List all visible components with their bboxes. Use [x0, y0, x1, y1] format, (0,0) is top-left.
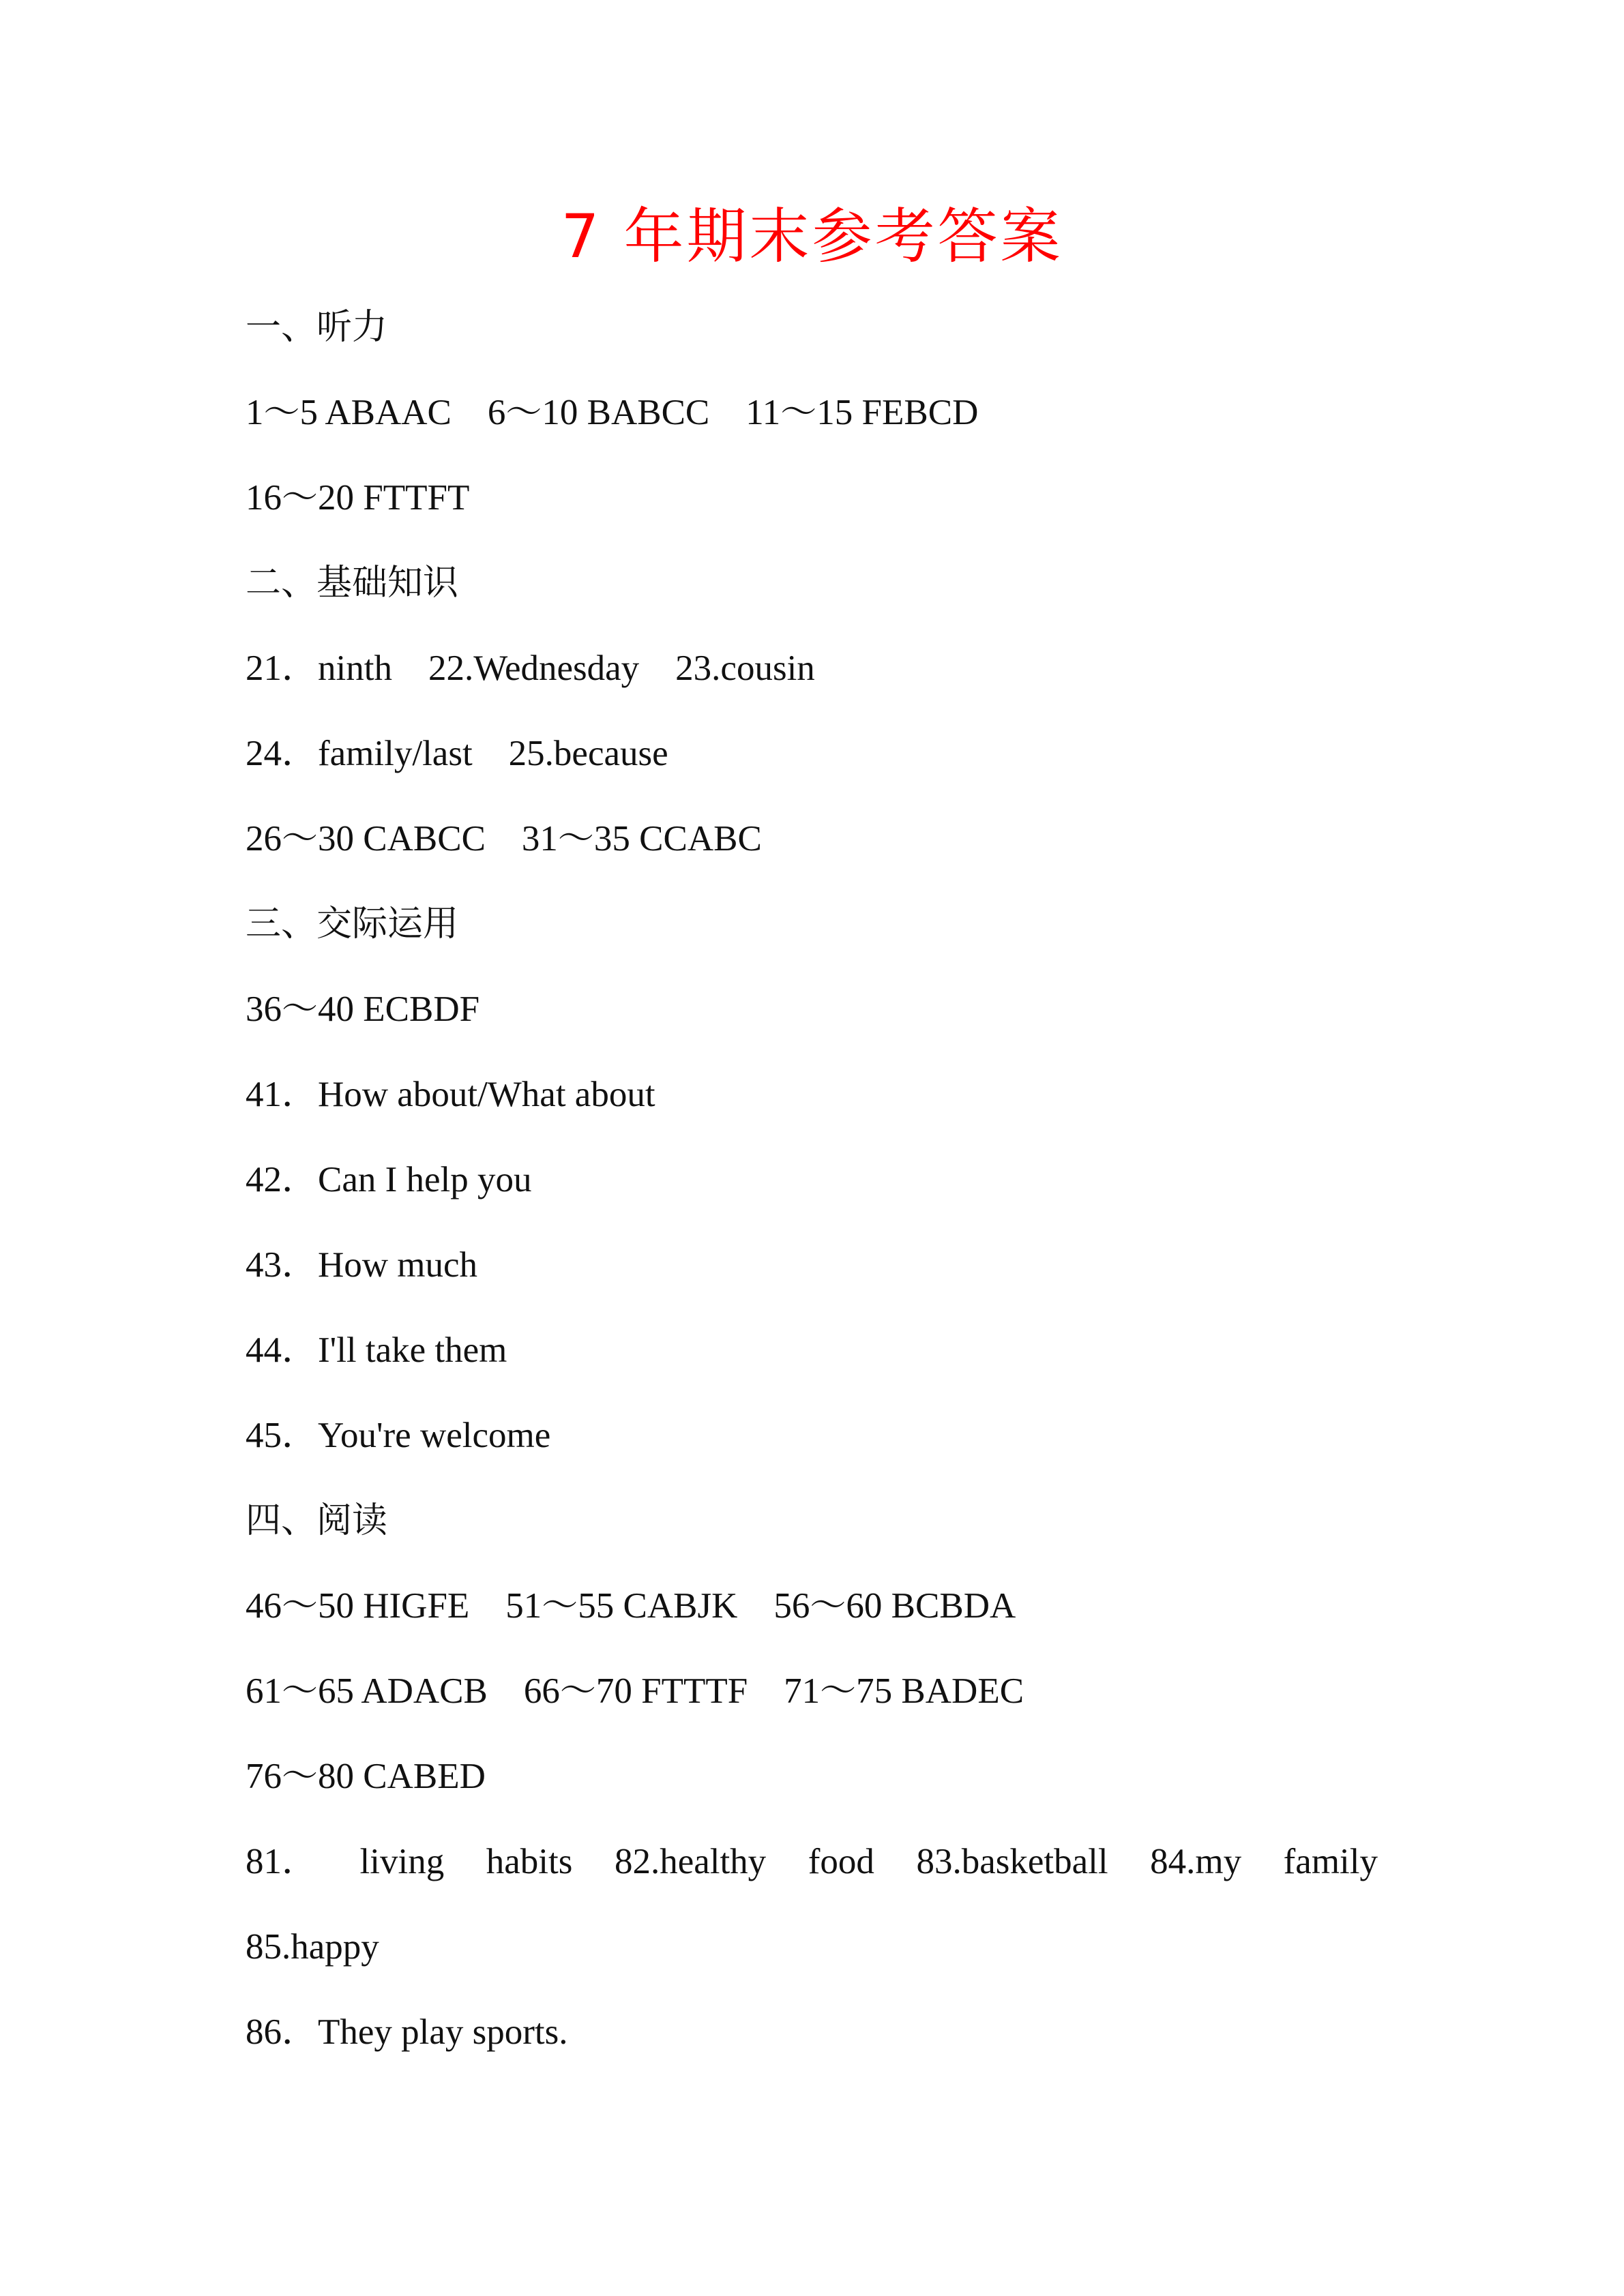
answer-line: 46～50 HIGFE 51～55 CABJK 56～60 BCBDA: [246, 1586, 1016, 1626]
answer-part: 82.healthy: [614, 1842, 767, 1881]
answer-line: [246, 1828, 1378, 1913]
answer-line: 43．How much: [246, 1245, 478, 1285]
section-heading: 四、阅读: [246, 1500, 388, 1541]
page-title: 7 年期末参考答案: [561, 201, 1063, 271]
answer-line: 76～80 CABED: [246, 1757, 486, 1796]
section-heading: 二、基础知识: [246, 563, 459, 603]
answer-line: 24．family/last 25.because: [246, 734, 668, 773]
answer-line: 21．ninth 22.Wednesday 23.cousin: [246, 648, 815, 688]
answer-line: 85.happy: [246, 1927, 379, 1967]
answer-part: 83.basketball: [916, 1842, 1108, 1881]
answer-part: 84.my: [1150, 1842, 1242, 1881]
answer-part: food: [808, 1842, 874, 1881]
section-heading: 一、听力: [246, 307, 388, 348]
answer-line: 42．Can I help you: [246, 1160, 532, 1199]
answer-part: habits: [486, 1842, 573, 1881]
answer-line: 61～65 ADACB 66～70 FTTTF 71～75 BADEC: [246, 1671, 1024, 1711]
answer-line: 26～30 CABCC 31～35 CCABC: [246, 819, 762, 859]
answer-line: 16～20 FTTFT: [246, 478, 470, 518]
answer-part: living: [359, 1842, 445, 1881]
answer-line: 45．You're welcome: [246, 1416, 551, 1455]
answer-part: family: [1283, 1842, 1378, 1881]
answer-part: 81．: [246, 1842, 318, 1881]
answer-line: 36～40 ECBDF: [246, 989, 480, 1029]
section-heading: 三、交际运用: [246, 904, 459, 944]
answer-line: 44．I'll take them: [246, 1330, 507, 1370]
answer-line: 86．They play sports.: [246, 2012, 568, 2052]
answer-line: 41．How about/What about: [246, 1075, 655, 1114]
answer-line: 1～5 ABAAC 6～10 BABCC 11～15 FEBCD: [246, 393, 979, 432]
answer-list: [246, 293, 1405, 2083]
